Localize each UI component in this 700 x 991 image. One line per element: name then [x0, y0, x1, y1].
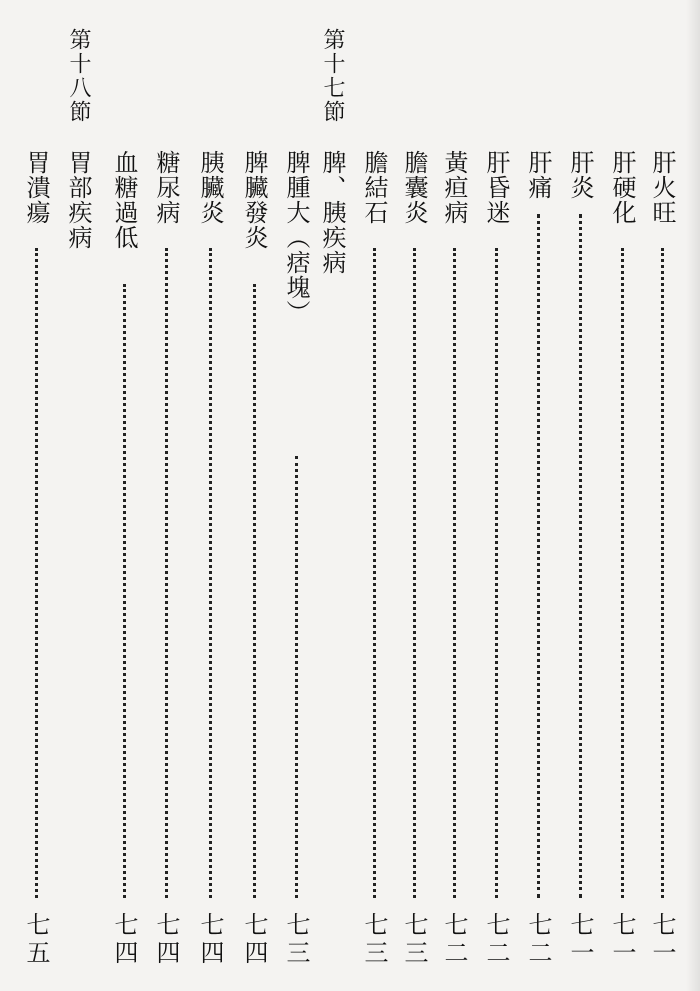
dot-leader [165, 248, 168, 898]
entry-title: 胰臟炎 [196, 150, 224, 225]
toc-entry [274, 0, 318, 991]
section-number: 第十七節 [320, 28, 345, 124]
dot-leader [621, 248, 624, 898]
entry-page-number: 七三 [400, 912, 428, 968]
entry-page-number: 七五 [22, 912, 50, 968]
dot-leader [253, 284, 256, 898]
entry-title: 膽囊炎 [400, 150, 428, 225]
toc-entry [352, 0, 396, 991]
entry-title: 胃潰瘍 [22, 150, 50, 225]
entry-page-number: 七三 [282, 912, 310, 968]
toc-entry [232, 0, 276, 991]
entry-title: 膽結石 [360, 150, 388, 225]
entry-page-number: 七四 [110, 912, 138, 968]
section-number: 第十八節 [66, 28, 91, 124]
toc-entry [474, 0, 518, 991]
dot-leader [579, 214, 582, 898]
entry-title: 黃疸病 [440, 150, 468, 225]
entry-page-number: 七四 [240, 912, 268, 968]
toc-entry [640, 0, 684, 991]
entry-page-number: 七三 [360, 912, 388, 968]
entry-page-number: 七二 [482, 912, 510, 968]
toc-entry [102, 0, 146, 991]
dot-leader [495, 248, 498, 898]
toc-entry [558, 0, 602, 991]
dot-leader [35, 248, 38, 898]
entry-page-number: 七一 [608, 912, 636, 968]
dot-leader [209, 248, 212, 898]
toc-entry [516, 0, 560, 991]
toc-entry [14, 0, 58, 991]
page-edge-shadow [686, 0, 700, 991]
dot-leader [373, 248, 376, 898]
entry-page-number: 七二 [524, 912, 552, 968]
toc-entry [600, 0, 644, 991]
entry-page-number: 七四 [152, 912, 180, 968]
dot-leader [453, 248, 456, 898]
entry-page-number: 七四 [196, 912, 224, 968]
entry-title: 肝昏迷 [482, 150, 510, 225]
entry-title: 脾臟發炎 [240, 150, 268, 250]
dot-leader [413, 248, 416, 898]
dot-leader [661, 248, 664, 898]
entry-title: 肝火旺 [648, 150, 676, 225]
entry-title: 血糖過低 [110, 150, 138, 250]
entry-title: 糖尿病 [152, 150, 180, 225]
section-title: 胃部疾病 [64, 150, 92, 250]
section-heading [56, 0, 100, 991]
entry-title: 肝痛 [524, 150, 552, 200]
section-title: 脾、胰疾病 [318, 150, 346, 275]
dot-leader [123, 284, 126, 898]
toc-entry [144, 0, 188, 991]
dot-leader [537, 214, 540, 898]
entry-page-number: 七一 [566, 912, 594, 968]
entry-title: 肝硬化 [608, 150, 636, 225]
entry-title: 肝炎 [566, 150, 594, 200]
entry-page-number: 七二 [440, 912, 468, 968]
dot-leader [295, 456, 298, 898]
toc-entry [392, 0, 436, 991]
entry-page-number: 七一 [648, 912, 676, 968]
toc-entry [432, 0, 476, 991]
entry-title: 脾腫大（痞塊） [282, 150, 310, 325]
toc-entry [188, 0, 232, 991]
